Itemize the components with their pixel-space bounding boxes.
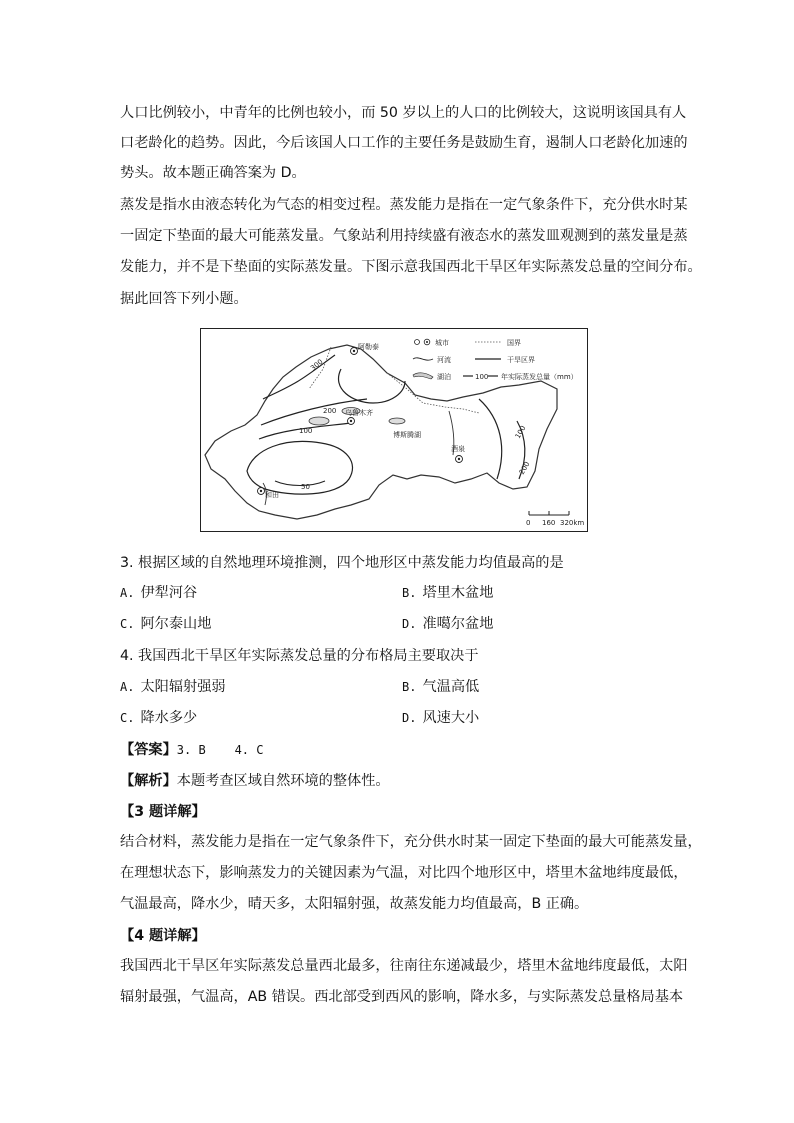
passage-line-4: 据此回答下列小题。 (120, 291, 248, 307)
q3-option-d (402, 613, 493, 633)
legend-lake: 湖泊 (437, 373, 451, 381)
q3-option-c (120, 613, 211, 633)
isoline-label-300: 300 (309, 357, 325, 373)
detail3-tag: 【3 题详解】 (120, 804, 206, 820)
q3-option-a-text: 伊犁河谷 (140, 585, 198, 601)
detail4-line-2: 辐射最强，气温高，AB 错误。西北部受到西风的影响，降水多，与实际蒸发总量格局基本 (120, 989, 684, 1005)
lake-altay (309, 417, 329, 425)
q4-option-c-text: 降水多少 (140, 710, 198, 726)
passage-line-2: 一固定下垫面的最大可能蒸发量。气象站利用持续盛有液态水的蒸发皿观测到的蒸发量是蒸 (120, 228, 688, 244)
q4-option-c (120, 707, 197, 727)
q4-option-b-text: 气温高低 (422, 679, 480, 695)
q3-option-b-label: B. (402, 586, 417, 600)
q4-option-b (402, 676, 479, 696)
q3-option-c-text: 阿尔泰山地 (140, 616, 212, 632)
legend-isoline-sample: 100 (475, 373, 489, 381)
isoline-label-100a: 100 (299, 427, 313, 435)
intro-line-3: 势头。故本题正确答案为 D。 (120, 165, 306, 181)
label-hotan: 和田 (265, 491, 279, 499)
map-legend (413, 338, 578, 381)
q4-option-b-label: B. (402, 680, 417, 694)
city-marker-altay (351, 348, 358, 355)
detail4-tag: 【4 题详解】 (120, 928, 206, 944)
label-jiuquan: 酒泉 (451, 445, 465, 453)
national-border (309, 347, 479, 413)
isoline-label-200b: 200 (517, 460, 532, 476)
detail3-line-3: 气温最高，降水少，晴天多，太阳辐射强，故蒸发能力均值最高，B 正确。 (120, 896, 589, 912)
legend-city: 城市 (435, 339, 449, 347)
q3-option-d-text: 准噶尔盆地 (422, 616, 494, 632)
evaporation-map (200, 328, 588, 532)
q3-stem: 3. 根据区域的自然地理环境推测，四个地形区中蒸发能力均值最高的是 (120, 555, 564, 571)
scale-mid: 160 (542, 519, 556, 527)
scale-zero: 0 (526, 519, 531, 527)
q3-option-b-text: 塔里木盆地 (422, 585, 494, 601)
analysis-text: 本题考查区域自然环境的整体性。 (176, 773, 390, 789)
q3-option-a-label: A. (120, 586, 135, 600)
answer-line (120, 739, 263, 759)
legend-river: 河流 (437, 356, 451, 364)
q4-option-a-label: A. (120, 680, 135, 694)
legend-isoline: 年实际蒸发总量（mm） (501, 373, 578, 381)
scale-end: 320km (560, 519, 585, 527)
isoline-label-200a: 200 (323, 407, 337, 415)
analysis-line (120, 770, 390, 790)
city-marker-urumqi (348, 418, 355, 425)
city-marker-hotan (258, 488, 265, 495)
q3-option-a (120, 582, 197, 602)
q4-option-d-text: 风速大小 (422, 710, 480, 726)
passage-line-1: 蒸发是指水由液态转化为气态的相变过程。蒸发能力是指在一定气象条件下，充分供水时某 (120, 197, 688, 213)
q3-option-c-label: C. (120, 617, 135, 631)
isoline-label-100b: 100 (513, 424, 528, 440)
analysis-tag: 【解析】 (120, 773, 177, 789)
legend-arid-border: 干旱区界 (507, 356, 535, 364)
isoline-100-east (479, 399, 502, 479)
passage-line-3: 发能力，并不是下垫面的实际蒸发量。下图示意我国西北干旱区年实际蒸发总量的空间分布。 (120, 259, 702, 275)
q4-option-a (120, 676, 226, 696)
isoline-label-50: 50 (301, 483, 310, 491)
intro-line-1: 人口比例较小，中青年的比例也较小，而 50 岁以上的人口的比例较大，这说明该国具有人 (120, 105, 687, 121)
isoline-50-loop (247, 441, 353, 494)
scale-bar (526, 511, 584, 527)
city-marker-jiuquan (456, 456, 463, 463)
map-svg (201, 329, 589, 533)
isoline-200-west (339, 369, 405, 403)
label-urumqi: 乌鲁木齐 (345, 409, 373, 417)
q4-option-a-text: 太阳辐射强弱 (140, 679, 226, 695)
lake-bosten (389, 418, 405, 424)
q4-stem: 4. 我国西北干旱区年实际蒸发总量的分布格局主要取决于 (120, 648, 479, 664)
label-altay: 阿勒泰 (358, 343, 379, 351)
q3-option-b (402, 582, 493, 602)
answer-tag: 【答案】 (120, 742, 177, 758)
detail4-line-1: 我国西北干旱区年实际蒸发总量西北最多，往南往东递减最少，塔里木盆地纬度最低，太阳 (120, 958, 688, 974)
q4-option-d (402, 707, 479, 727)
q4-option-d-label: D. (402, 711, 417, 725)
detail3-line-2: 在理想状态下，影响蒸发力的关键因素为气温，对比四个地形区中，塔里木盆地纬度最低， (120, 865, 688, 881)
label-bosten: 博斯腾湖 (393, 431, 421, 439)
q3-option-d-label: D. (402, 617, 417, 631)
isoline-300 (263, 355, 335, 399)
isoline-50-inner (275, 481, 325, 486)
detail3-line-1: 结合材料，蒸发能力是指在一定气象条件下，充分供水时某一固定下垫面的最大可能蒸发量， (120, 834, 702, 850)
answer-text: 3. B 4. C (176, 743, 264, 757)
intro-line-2: 口老龄化的趋势。因此，今后该国人口工作的主要任务是鼓励生育，遏制人口老龄化加速的 (120, 135, 688, 151)
legend-border: 国界 (507, 339, 521, 347)
q4-option-c-label: C. (120, 711, 135, 725)
